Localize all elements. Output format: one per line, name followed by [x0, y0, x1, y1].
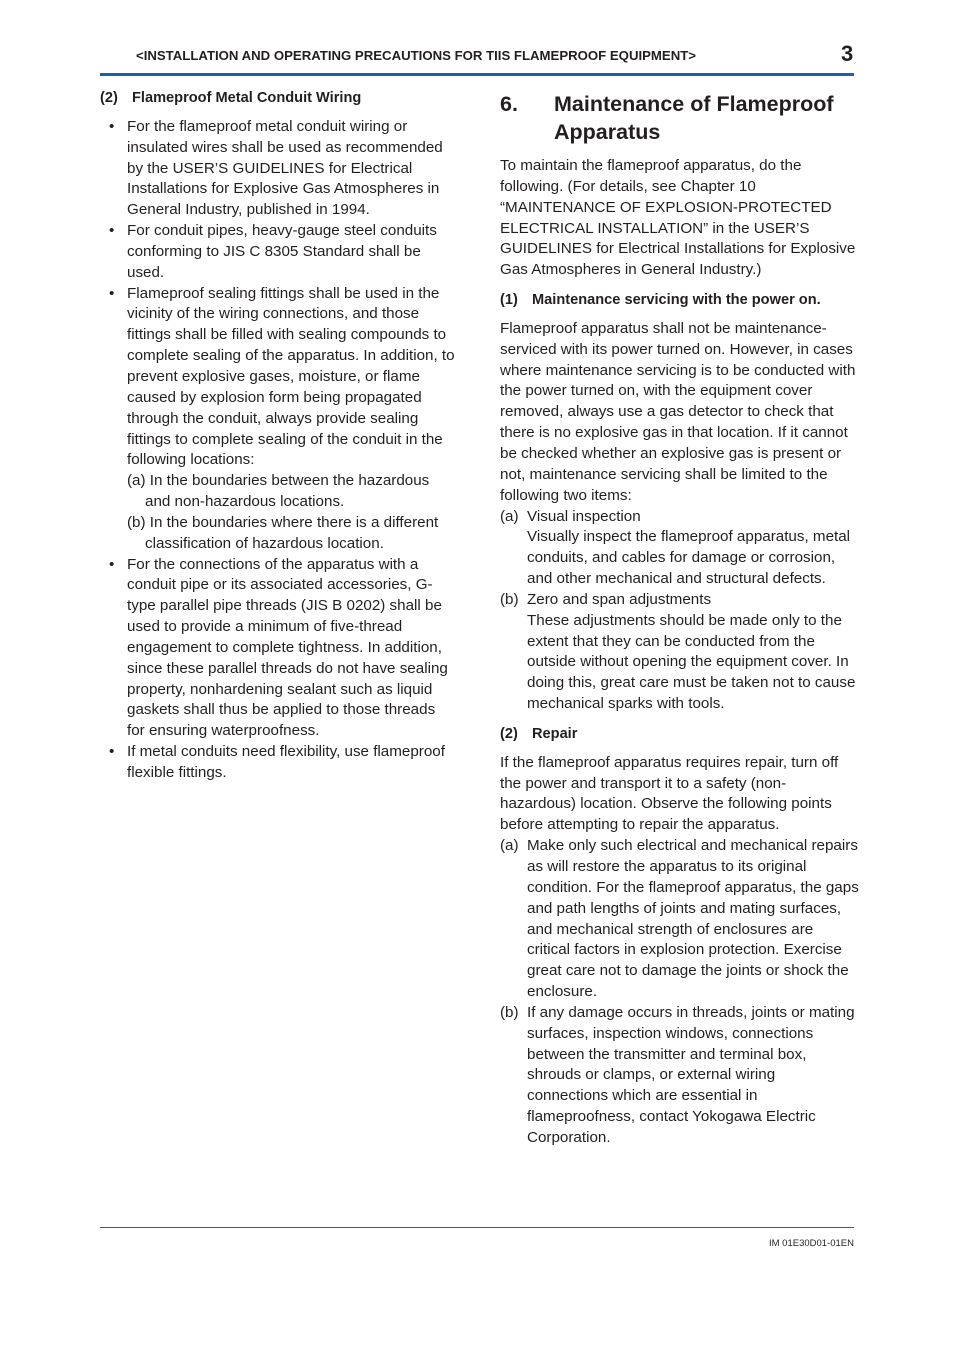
list-item [100, 221, 455, 284]
item-title: Visual inspection [527, 507, 641, 525]
bullet-text: For the flameproof metal conduit wiring or insulated wires shall be used as recommended by the USER’S GUIDELINES for Electrical Installations for Explosive Gas Atmospheres in General Industry, published in 1994. [127, 117, 443, 219]
item-title: Zero and span adjustments [527, 590, 712, 608]
list-item [100, 555, 455, 743]
right-column [500, 88, 860, 1149]
section-title-text: Maintenance of Flameproof Apparatus [554, 92, 834, 144]
item-label: (b) [500, 590, 519, 608]
item-label: (a) [500, 507, 519, 525]
conduit-wiring-heading [100, 88, 455, 109]
list-item [100, 742, 455, 784]
conduit-bullet-list [100, 117, 455, 784]
sub-list-item: (b) In the boundaries where there is a different classification of hazardous location. [127, 513, 439, 552]
bullet-icon: • [109, 743, 115, 761]
header-rule [100, 73, 854, 76]
item-text: These adjustments should be made only to the extent that they can be conducted from the outside without opening the equipment cover. In doing this, great care must be taken not to cause mechanical sparks with tools. [527, 611, 856, 713]
heading-number: (2) [500, 725, 518, 742]
bullet-icon: • [109, 222, 115, 240]
heading-text: Flameproof Metal Conduit Wiring [132, 90, 362, 106]
heading-text: Maintenance servicing with the power on. [532, 292, 821, 309]
section-title [500, 90, 860, 146]
repair-body: If the flameproof apparatus requires repair, turn off the power and transport it to a safety (non-hazardous) location. Observe the following points before attempting to repair the apparatus. [500, 753, 839, 834]
bullet-text: For the connections of the apparatus with a conduit pipe or its associated accessories, G-type parallel pipe threads (JIS B 0202) shall be used to provide a minimum of five-thread engagement to complete tightness. In addition, since these parallel threads do not have sealing property, nonhardening sealant such as liquid gaskets shall thus be applied to those threads for ensuring waterproofness. [127, 555, 448, 740]
footer-rule [100, 1227, 854, 1228]
bullet-icon: • [109, 555, 115, 573]
item-label: (b) [500, 1003, 519, 1021]
item-text: Make only such electrical and mechanical repairs as will restore the apparatus to its original condition. For the flameproof apparatus, the gaps and path lengths of joints and mating surfaces, and mechanical strength of enclosures are critical factors in explosion protection. Exercise great care not to damage the joints or shock the enclosure. [527, 837, 859, 1001]
heading-number: (1) [500, 292, 518, 309]
list-item [500, 1003, 860, 1149]
item-text: Visually inspect the flameproof apparatus, metal conduits, and cables for damage or corrosion, and other mechanical and structural defects. [527, 528, 851, 588]
page-number: 3 [841, 41, 854, 66]
list-item [100, 284, 455, 555]
item-label: (a) [500, 837, 519, 855]
power-on-body: Flameproof apparatus shall not be maintenance-serviced with its power turned on. However, in cases where maintenance servicing is to be conducted with the power turned on, with the equipment cover removed, always use a gas detector to check that there is no explosive gas in that location. If it cannot be checked whether an explosive gas is present or not, maintenance servicing shall be limited to the following two items: [500, 319, 856, 504]
bullet-text: For conduit pipes, heavy-gauge steel conduits conforming to JIS C 8305 Standard shall be used. [127, 222, 437, 281]
section-intro: To maintain the flameproof apparatus, do the following. (For details, see Chapter 10 “MAINTENANCE OF EXPLOSION-PROTECTED ELECTRICAL INSTALLATION” in the USER’S GUIDELINES for Electrical Installations for Explosive Gas Atmospheres in General Industry.) [500, 157, 856, 279]
heading-number: (2) [100, 90, 118, 106]
header-title: <INSTALLATION AND OPERATING PRECAUTIONS FOR TIIS FLAMEPROOF EQUIPMENT> [136, 48, 696, 63]
left-column [100, 88, 455, 784]
sealing-locations-list [127, 471, 455, 554]
power-on-heading [500, 290, 860, 311]
sub-list-item: (a) In the boundaries between the hazardous and non-hazardous locations. [127, 472, 430, 511]
bullet-text: If metal conduits need flexibility, use flameproof flexible fittings. [127, 743, 445, 781]
repair-heading [500, 724, 860, 745]
list-item [500, 507, 860, 590]
list-item [100, 117, 455, 221]
bullet-text: Flameproof sealing fittings shall be used in the vicinity of the wiring connections, and those fittings shall be filled with sealing compounds to complete sealing of the apparatus. In addition, to prevent explosive gases, moisture, or flame caused by explosion form being propagated through the conduit, always provide sealing fittings to complete sealing of the conduit in the following locations: [127, 284, 455, 469]
spacer [500, 715, 860, 724]
section-number: 6. [500, 92, 518, 116]
bullet-icon: • [109, 284, 115, 302]
item-text: If any damage occurs in threads, joints or mating surfaces, inspection windows, connections between the transmitter and terminal box, shrouds or clamps, or external wiring connections which are essential in flameproofness, contact Yokogawa Electric Corporation. [527, 1003, 855, 1146]
list-item [500, 590, 860, 715]
list-item [500, 836, 860, 1003]
document-code: IM 01E30D01-01EN [768, 1238, 854, 1249]
heading-text: Repair [532, 725, 578, 742]
bullet-icon: • [109, 117, 115, 135]
